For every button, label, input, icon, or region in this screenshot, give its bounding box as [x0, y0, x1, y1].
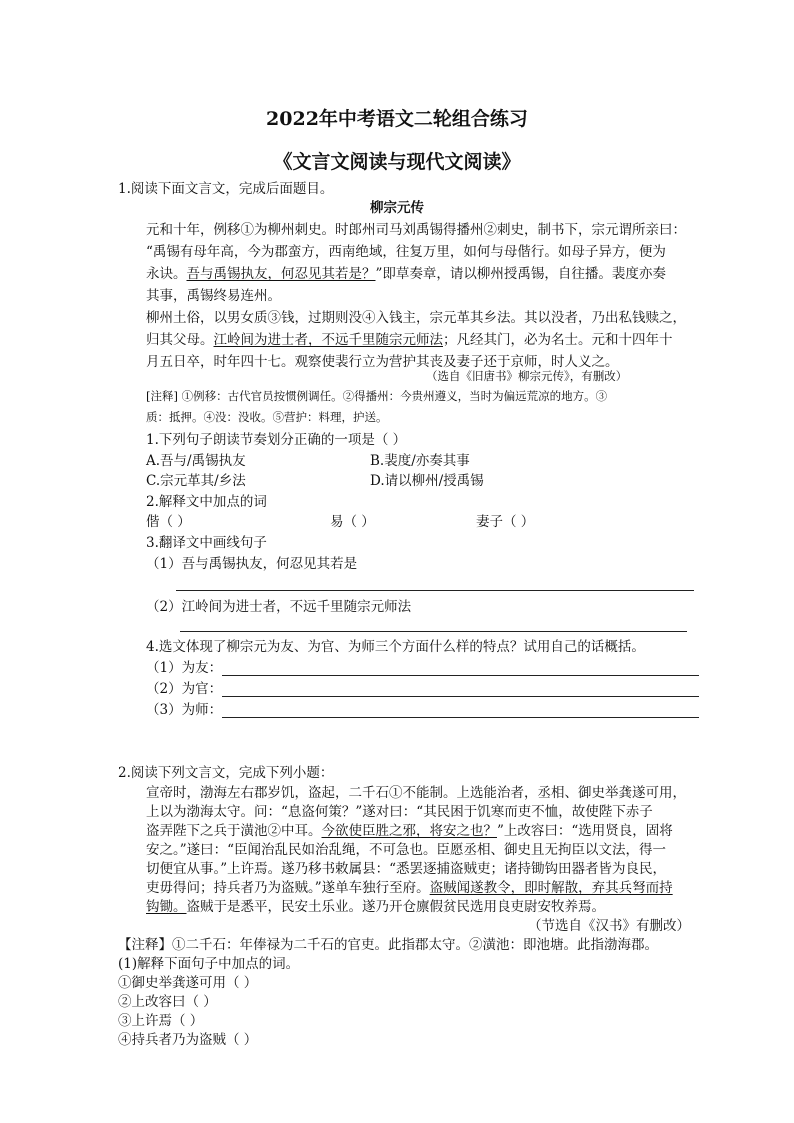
answer-line[interactable]	[222, 696, 699, 697]
passage-text: 吏毋得问；持兵者乃为盗贼。”遂单车独行至府。	[146, 880, 430, 896]
passage-line: 切便宜从事。”上许焉。遂乃移书敕属县：“悉罢逐捕盗贼吏；诸持锄钩田器者皆为良民，	[146, 861, 667, 877]
passage-text: 盗弄陛下之兵于潢池②中耳。	[146, 823, 322, 839]
passage-line: 柳州土俗，以男女质③钱，过期则没④入钱主，宗元革其乡法。其以没者，乃出私钱赎之，	[146, 310, 686, 326]
translate-item: （2）江岭间为进士者，不远千里随宗元师法	[146, 599, 412, 615]
underlined-sentence: 吾与禹锡执友，何忍见其若是？	[186, 266, 376, 282]
passage-line	[146, 879, 673, 897]
translate-item: （1）吾与禹锡执友，何忍见其若是	[146, 556, 358, 572]
answer-line[interactable]	[176, 590, 694, 591]
underlined-sentence: 盗贼闻遂教令，即时解散，弃其兵弩而持	[429, 880, 673, 896]
question-1-1: 1.下列句子朗读节奏划分正确的一项是（ ）	[146, 432, 407, 448]
option-a: A.吾与/禹锡执友	[146, 453, 246, 469]
answer-label: （1）为友：	[146, 660, 223, 676]
passage-line: 安之。”遂曰：“臣闻治乱民如治乱绳，不可急也。臣愿丞相、御史且无拘臣以文法，得一	[146, 842, 667, 858]
word-blank[interactable]: ②上改容曰（ ）	[118, 994, 217, 1010]
answer-line[interactable]	[180, 631, 687, 632]
question-2-prompt: 2.阅读下列文言文，完成下列小题：	[118, 765, 334, 781]
annotation-line: 质：抵押。④没：没收。⑤营护：料理，护送。	[146, 410, 388, 424]
question-1-2: 2.解释文中加点的词	[146, 494, 267, 510]
page-title: 2022年中考语文二轮组合练习	[266, 108, 528, 130]
option-c: C.宗元革其/乡法	[146, 473, 246, 489]
word-blank[interactable]: 易（ ）	[330, 514, 375, 530]
passage-line: 月五日卒，时年四十七。观察使裴行立为营护其丧及妻子还于京师，时人义之。	[146, 354, 619, 370]
word-blank[interactable]: 偕（ ）	[146, 514, 191, 530]
underlined-sentence: 江岭间为进士者，不远千里随宗元师法	[213, 332, 443, 348]
passage-source: （节选自《汉书》有删改）	[528, 918, 690, 934]
passage-line	[146, 265, 666, 283]
passage-line: 上以为渤海太守。问：“息盗何策？”遂对曰：“其民困于饥寒而吏不恤，故使陛下赤子	[146, 804, 653, 820]
option-b: B.裴度/亦奏其事	[370, 453, 470, 469]
option-d: D.请以柳州/授禹锡	[370, 473, 484, 489]
annotation-line: [注释] ①例移：古代官员按惯例调任。②得播州：今贵州遵义，当时为偏远荒凉的地方。③	[146, 389, 608, 403]
underlined-sentence: 今欲使臣胜之邪，将安之也？	[321, 823, 497, 839]
passage-line	[146, 898, 605, 916]
answer-line[interactable]	[222, 717, 699, 718]
word-blank[interactable]: ①御史举龚遂可用（ ）	[118, 975, 258, 991]
page-subtitle: 《文言文阅读与现代文阅读》	[273, 151, 521, 173]
annotation-line: 【注释】①二千石：年俸禄为二千石的官吏。此指郡太守。②潢池：即池塘。此指渤海郡。	[118, 937, 658, 953]
passage-text: ；凡经其门，必为名士。元和十四年十	[443, 332, 673, 348]
passage-line: 元和十年，例移①为柳州刺史。时郎州司马刘禹锡得播州②刺史，制书下，宗元谓所亲曰：	[146, 222, 686, 238]
passage-line	[146, 822, 673, 840]
question-1-prompt: 1.阅读下面文言文，完成后面题目。	[118, 181, 334, 197]
question-2-1: (1)解释下面句子中加点的词。	[118, 956, 300, 972]
passage-text: ”上改容曰：“选用贤良，固将	[497, 823, 673, 839]
passage-source: （选自《旧唐书》柳宗元传》，有删改）	[426, 369, 628, 383]
passage-line: 宣帝时，渤海左右郡岁饥，盗起，二千石①不能制。上选能治者，丞相、御史举龚遂可用，	[146, 785, 686, 801]
word-blank[interactable]: 妻子（ ）	[476, 514, 535, 530]
passage-heading: 柳宗元传	[370, 200, 424, 216]
answer-label: （3）为师：	[146, 702, 223, 718]
word-blank[interactable]: ④持兵者乃为盗贼（ ）	[118, 1032, 258, 1048]
passage-line: “禹锡有母年高，今为郡蛮方，西南绝域，往复万里，如何与母偕行。如母子异方，便为	[146, 244, 666, 260]
passage-line	[146, 331, 673, 349]
word-blank[interactable]: ③上许焉（ ）	[118, 1013, 204, 1029]
passage-text: 永诀。	[146, 266, 187, 282]
answer-line[interactable]	[222, 675, 699, 676]
passage-line: 其事，禹锡终易连州。	[146, 288, 281, 304]
question-1-4: 4.选文体现了柳宗元为友、为官、为师三个方面什么样的特点？试用自己的话概括。	[146, 639, 645, 655]
passage-text: 盗贼于是悉平，民安土乐业。遂乃开仓廪假贫民选用良吏尉安牧养焉。	[186, 899, 605, 915]
underlined-sentence: 钩锄。	[146, 899, 187, 915]
question-1-3: 3.翻译文中画线句子	[146, 535, 267, 551]
passage-text: 归其父母。	[146, 332, 214, 348]
answer-label: （2）为官：	[146, 681, 223, 697]
passage-text: ”即草奏章，请以柳州授禹锡，自往播。裴度亦奏	[375, 266, 666, 282]
